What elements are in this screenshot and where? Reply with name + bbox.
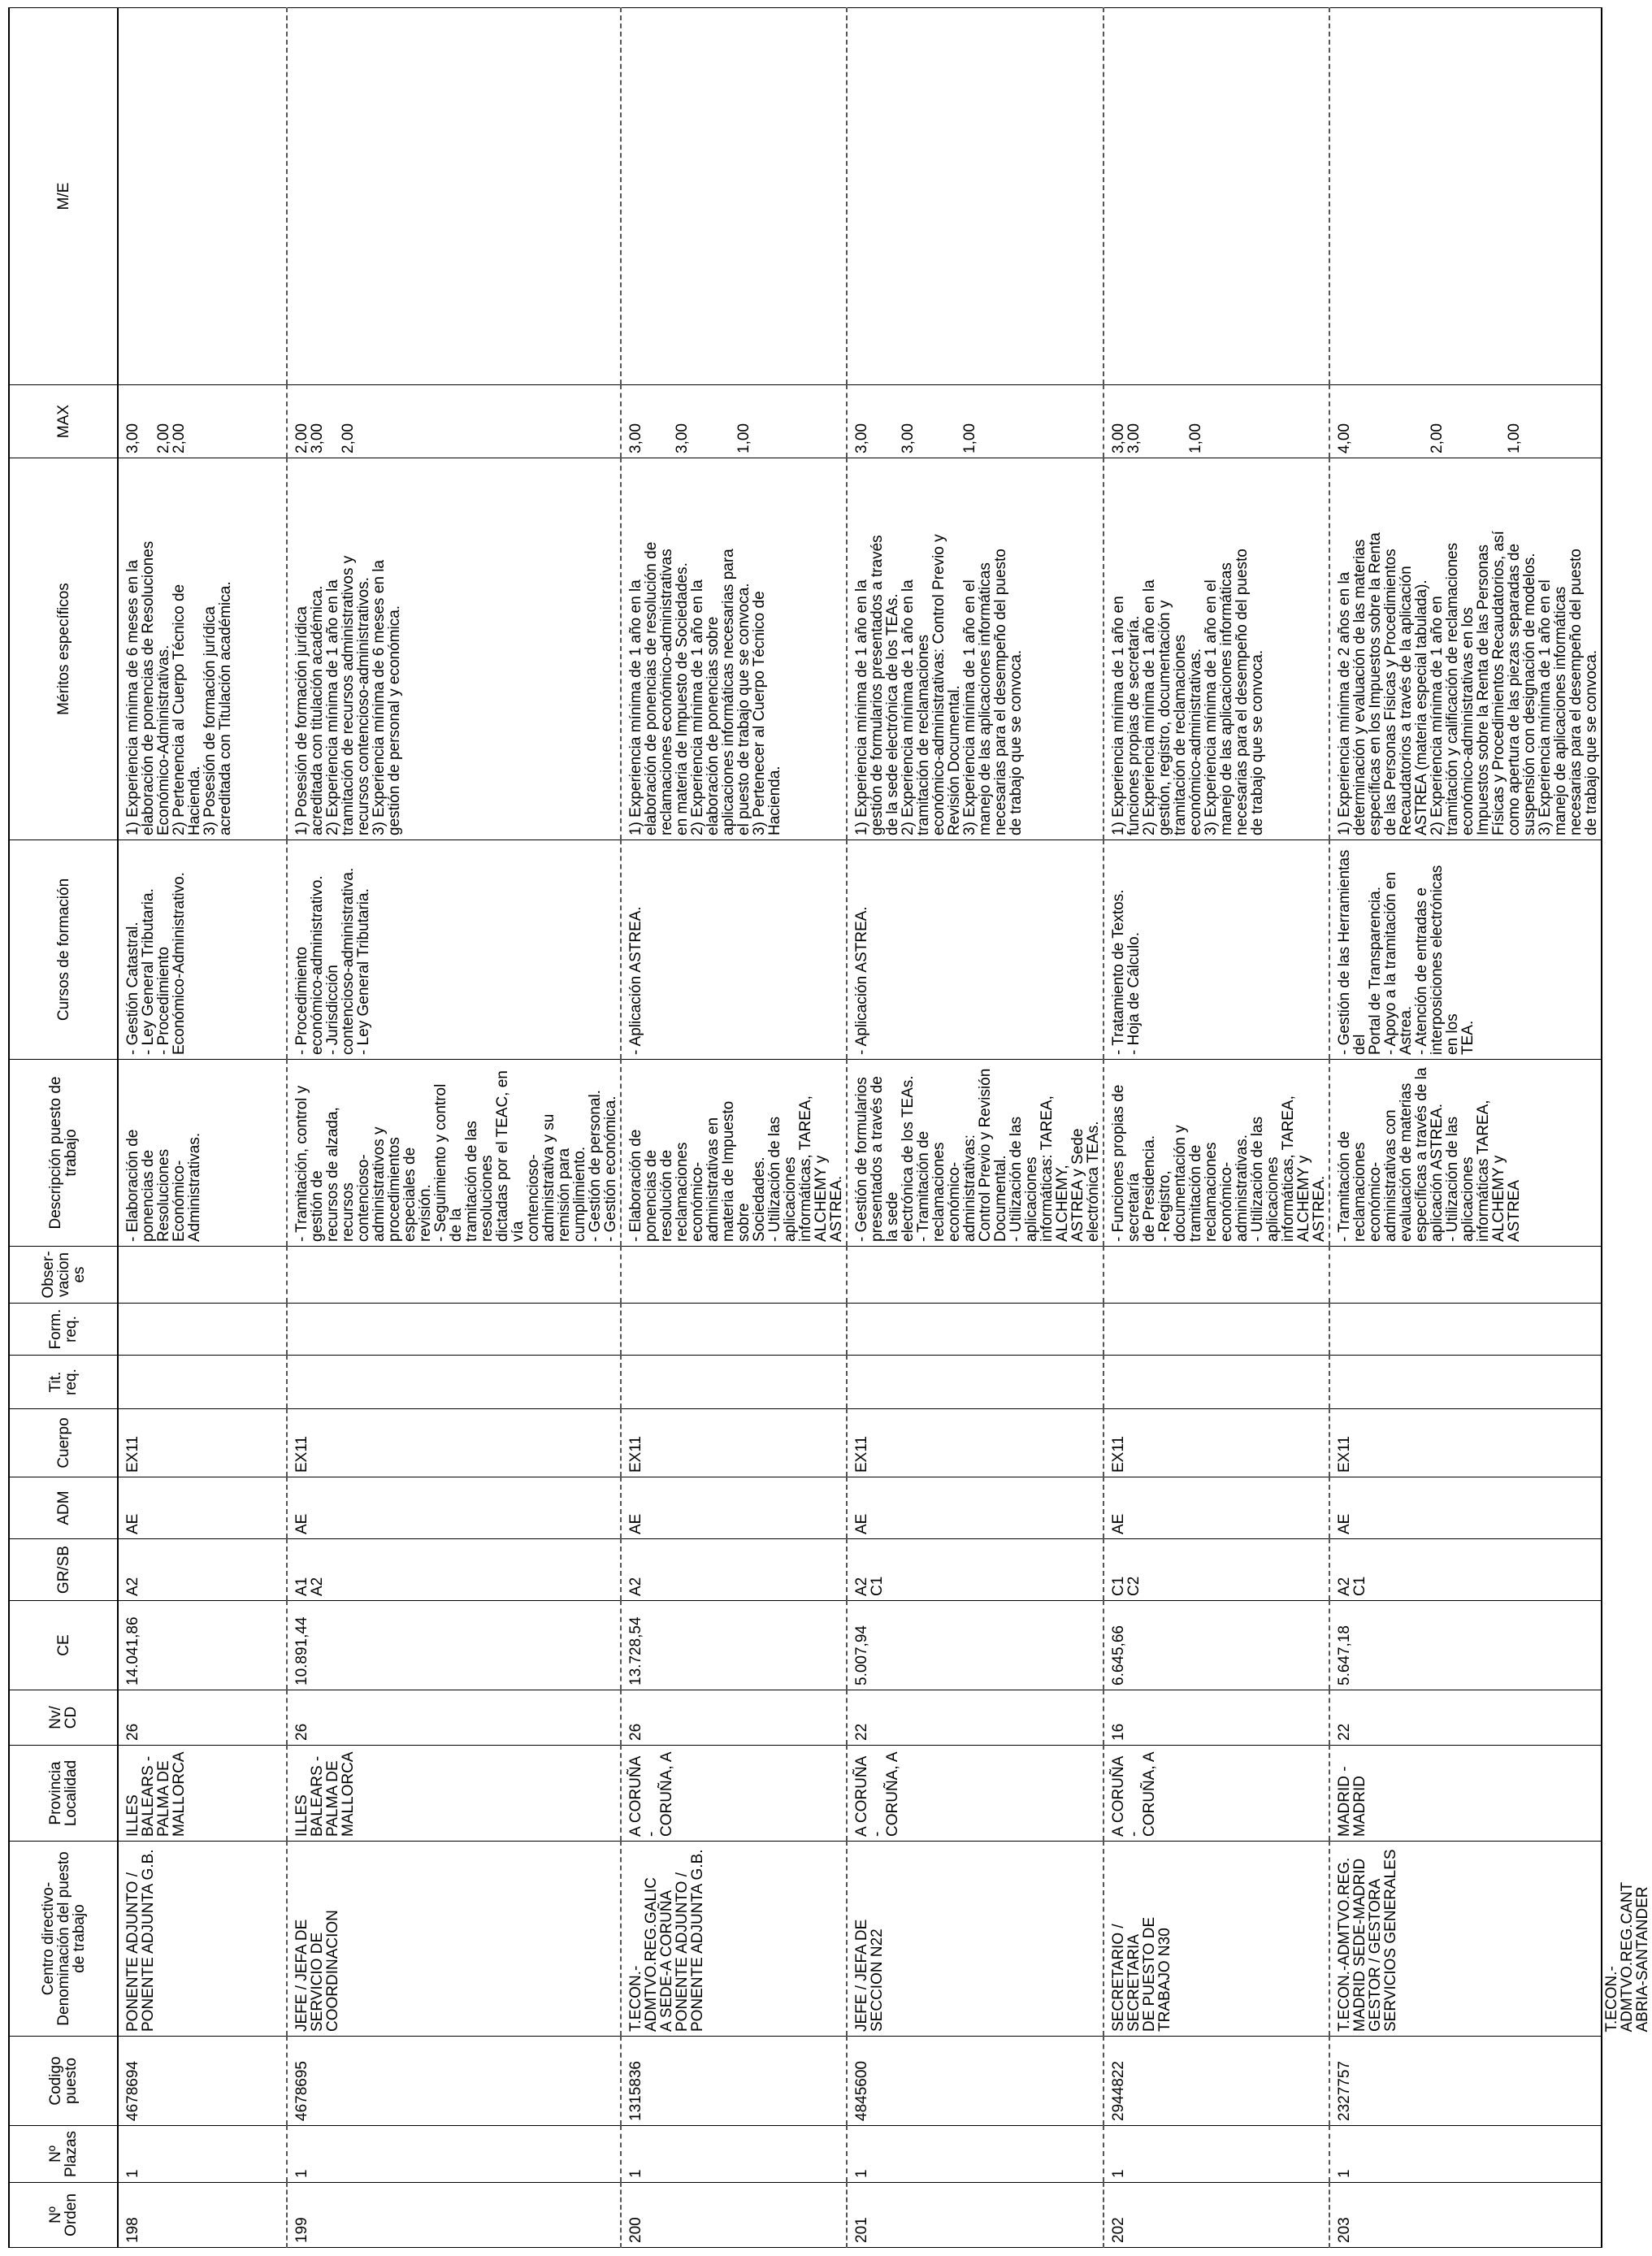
- max-value: 3,00: [627, 423, 644, 453]
- header-adm: ADM: [9, 1477, 118, 1539]
- header-cuerpo: Cuerpo: [9, 1409, 118, 1477]
- meritos-cell: 1) Experiencia mínima de 1 año en la gestión de formularios presentados a través de la sede electrónica de los TEAs. 2) Experiencia mínima de 1 año en la tramitación de reclamaciones económico-administrativas: Control Previo y Revisión Documental. 3) Experiencia mínima de 1 año en el manejo de las aplicaciones informáticas necesarias para el desempeño del puesto de trabajo que se convoca.: [847, 458, 1104, 840]
- orden-cell: 203: [1329, 2183, 1602, 2248]
- ce-cell: 5.007,94: [847, 1601, 1104, 1690]
- ce-cell: 14.041,86: [118, 1601, 287, 1690]
- me-cell: [621, 8, 847, 385]
- descripcion-cell: - Tramitación, control y gestión de recursos de alzada, recursos contencioso-administrativos y procedimientos especiales de revisión. - Seguimiento y control de la tramitación de las resoluciones dictadas por el TEAC, en vía contencioso-administrativa y su remisión para cumplimiento. - Gestión de personal. - Gestión económica.: [287, 1060, 621, 1247]
- header-formacion: Form. req.: [9, 1304, 118, 1356]
- max-value: 1,00: [735, 423, 752, 453]
- max-value: 3,00: [853, 423, 870, 453]
- positions-table-body: [118, 8, 1652, 2248]
- max-value: 3,00: [1125, 423, 1143, 453]
- observaciones-cell: [287, 1247, 621, 1304]
- orden-cell: 198: [118, 2183, 287, 2248]
- plazas-cell: 1: [847, 2126, 1104, 2183]
- cursos-cell: - Aplicación ASTREA.: [847, 840, 1104, 1060]
- cuerpo-cell: EX11: [621, 1409, 847, 1477]
- titulacion-cell: [1329, 1356, 1602, 1409]
- orden-cell: 201: [847, 2183, 1104, 2248]
- titulacion-cell: [118, 1356, 287, 1409]
- orden-cell: 202: [1104, 2183, 1329, 2248]
- formacion-cell: [118, 1304, 287, 1356]
- denominacion-text: JEFE / JEFA DE SECCION N22: [853, 1919, 886, 2032]
- orden-cell: 200: [621, 2183, 847, 2248]
- empty-cell: [1602, 1539, 1652, 1601]
- provincia-cell: MADRID - MADRID: [1329, 1746, 1602, 1842]
- empty-cell: [1602, 385, 1652, 458]
- provincia-cell: A CORUÑA - CORUÑA, A: [621, 1746, 847, 1842]
- observaciones-cell: [1329, 1247, 1602, 1304]
- formacion-cell: [287, 1304, 621, 1356]
- codigo-cell: 4678695: [287, 2037, 621, 2126]
- empty-cell: [1602, 8, 1652, 385]
- header-provincia: Provincia Localidad: [9, 1746, 118, 1842]
- observaciones-cell: [621, 1247, 847, 1304]
- header-cursos: Cursos de formación: [9, 840, 118, 1060]
- plazas-cell: 1: [621, 2126, 847, 2183]
- header-centro: Centro directivo- Denominación del puesto de trabajo: [9, 1842, 118, 2037]
- codigo-cell: 2327757: [1329, 2037, 1602, 2126]
- table-row: [847, 8, 1104, 2248]
- nivel-cell: 26: [621, 1690, 847, 1746]
- denominacion-text: PONENTE ADJUNTO / PONENTE ADJUNTA G.B.: [124, 1849, 157, 2032]
- cursos-cell: - Gestión Catastral. - Ley General Tributaria. - Procedimiento Económico-Administrativo.: [118, 840, 287, 1060]
- cuerpo-cell: EX11: [287, 1409, 621, 1477]
- formacion-cell: [621, 1304, 847, 1356]
- descripcion-cell: - Elaboración de ponencias de resolución de reclamaciones económico-administrativas en materia de Impuesto sobre Sociedades. - Utilización de las aplicaciones informáticas, TAREA, ALCHEMY y ASTREA.: [621, 1060, 847, 1247]
- table-row: [287, 8, 621, 2248]
- grupo-cell: A2: [621, 1539, 847, 1601]
- titulacion-cell: [287, 1356, 621, 1409]
- trailing-row: [1602, 8, 1652, 2248]
- max-value: 4,00: [1336, 423, 1353, 453]
- observaciones-cell: [118, 1247, 287, 1304]
- centro-cell: [1104, 1842, 1329, 2037]
- header-titulacion: Tit. req.: [9, 1356, 118, 1409]
- max-value: 1,00: [961, 423, 978, 453]
- denominacion-text: GESTOR / GESTORA SERVICIOS GENERALES: [1367, 1849, 1399, 2032]
- max-cell: [287, 385, 621, 458]
- formacion-cell: [847, 1304, 1104, 1356]
- centro-cell: [118, 1842, 287, 2037]
- plazas-cell: 1: [118, 2126, 287, 2183]
- cuerpo-cell: EX11: [847, 1409, 1104, 1477]
- empty-cell: [1602, 1477, 1652, 1539]
- max-value: 1,00: [1506, 423, 1523, 453]
- me-cell: [847, 8, 1104, 385]
- ce-cell: 6.645,66: [1104, 1601, 1329, 1690]
- grupo-cell: A2 C1: [847, 1539, 1104, 1601]
- empty-cell: [1602, 1690, 1652, 1746]
- max-cell: [118, 385, 287, 458]
- positions-table: [8, 7, 1652, 2248]
- titulacion-cell: [847, 1356, 1104, 1409]
- codigo-cell: 4678694: [118, 2037, 287, 2126]
- cursos-cell: - Aplicación ASTREA.: [621, 840, 847, 1060]
- table-row: [118, 8, 287, 2248]
- max-value: 1,00: [1187, 423, 1204, 453]
- max-cell: [621, 385, 847, 458]
- meritos-cell: 1) Experiencia mínima de 1 año en la elaboración de ponencias de resolución de reclamaciones económico-administrativas en materia de Impuesto de Sociedades. 2) Experiencia mínima de 1 año en la elaboración de ponencias sobre aplicaciones informáticas necesarias para el puesto de trabajo que se convoca. 3) Pertenecer al Cuerpo Técnico de Hacienda.: [621, 458, 847, 840]
- nivel-cell: 26: [118, 1690, 287, 1746]
- empty-cell: [1602, 1746, 1652, 1842]
- max-cell: [847, 385, 1104, 458]
- empty-cell: [1602, 2183, 1652, 2248]
- adm-cell: AE: [1104, 1477, 1329, 1539]
- me-cell: [287, 8, 621, 385]
- empty-cell: [1602, 1601, 1652, 1690]
- cuerpo-cell: EX11: [1104, 1409, 1329, 1477]
- empty-cell: [1602, 458, 1652, 840]
- descripcion-cell: - Funciones propias de secretaría de Presidencia. - Registro, documentación y tramitación de reclamaciones económico-administrativas. - Utilización de las aplicaciones informáticas, TAREA, ALCHEMY y ASTREA.: [1104, 1060, 1329, 1247]
- empty-cell: [1602, 1356, 1652, 1409]
- denominacion-text: JEFE / JEFA DE SERVICIO DE COORDINACION: [293, 1910, 341, 2032]
- empty-cell: [1602, 2037, 1652, 2126]
- header-descripcion: Descripción puesto de trabajo: [9, 1060, 118, 1247]
- header-me: M/E: [9, 8, 118, 385]
- nivel-cell: 22: [847, 1690, 1104, 1746]
- codigo-cell: 1315836: [621, 2037, 847, 2126]
- header-grupo: GR/SB: [9, 1539, 118, 1601]
- header-plazas: Nº Plazas: [9, 2126, 118, 2183]
- cursos-cell: - Gestión de las Herramientas del Portal de Transparencia. - Apoyo a la tramitación en Astrea. - Atención de entradas e interposiciones electrónicas en los TEA.: [1329, 840, 1602, 1060]
- descripcion-cell: - Tramitación de reclamaciones económico-administrativas con evaluación de materias específicas a través de la aplicación ASTREA. - Utilización de las aplicaciones informáticas TAREA, ALCHEMY y ASTREA: [1329, 1060, 1602, 1247]
- header-row: [9, 8, 118, 2248]
- provincia-cell: A CORUÑA - CORUÑA, A: [847, 1746, 1104, 1842]
- plazas-cell: 1: [1329, 2126, 1602, 2183]
- header-max: MAX: [9, 385, 118, 458]
- max-value: 2,00: [1429, 423, 1446, 453]
- grupo-cell: C1 C2: [1104, 1539, 1329, 1601]
- provincia-cell: ILLES BALEARS - PALMA DE MALLORCA: [287, 1746, 621, 1842]
- empty-cell: [1602, 1060, 1652, 1247]
- meritos-cell: 1) Posesión de formación jurídica acreditada con titulación académica. 2) Experiencia mínima de 1 año en la tramitación de recursos administrativos y recursos contencioso-administrativos. 3) Experiencia mínima de 6 meses en la gestión de personal y económica.: [287, 458, 621, 840]
- nivel-cell: 16: [1104, 1690, 1329, 1746]
- header-nivel: Nv/ CD: [9, 1690, 118, 1746]
- descripcion-cell: - Gestión de formularios presentados a través de la sede electrónica de los TEAs. - Tramitación de reclamaciones económico-administrativas: Control Previo y Revisión Documental. - Utilización de las aplicaciones informáticas: TAREA, ALCHEMY, ASTREA y Sede electrónica TEAs.: [847, 1060, 1104, 1247]
- centro-cell: [621, 1842, 847, 2037]
- cuerpo-cell: EX11: [1329, 1409, 1602, 1477]
- adm-cell: AE: [621, 1477, 847, 1539]
- adm-cell: AE: [287, 1477, 621, 1539]
- meritos-cell: 1) Experiencia mínima de 2 años en la determinación y evaluación de las materias específicas en los Impuestos sobre la Renta de las Personas Físicas y Procedimientos Recaudatorios a través de la aplicación ASTREA (materia especial tabulada). 2) Experiencia mínima de 1 año en tramitación y calificación de reclamaciones económico-administrativas en los Impuestos sobre la Renta de las Personas Físicas y Procedimientos Recaudatorios, así como apertura de las piezas separadas de suspensión con designación de modelos. 3) Experiencia mínima de 1 año en el manejo de aplicaciones informáticas necesarias para el desempeño del puesto de trabajo que se convoca.: [1329, 458, 1602, 840]
- max-value: 2,00: [155, 423, 172, 453]
- header-meritos: Méritos específicos: [9, 458, 118, 840]
- cursos-cell: - Procedimiento económico-administrativo. - Jurisdicción contencioso-administrativa. - Ley General Tributaria.: [287, 840, 621, 1060]
- max-value: 3,00: [124, 423, 141, 453]
- nivel-cell: 26: [287, 1690, 621, 1746]
- empty-cell: [1602, 2126, 1652, 2183]
- ce-cell: 13.728,54: [621, 1601, 847, 1690]
- codigo-cell: 2944822: [1104, 2037, 1329, 2126]
- max-value: 3,00: [309, 423, 326, 453]
- centro-cell: [287, 1842, 621, 2037]
- titulacion-cell: [1104, 1356, 1329, 1409]
- plazas-cell: 1: [1104, 2126, 1329, 2183]
- max-value: 2,00: [293, 423, 310, 453]
- denominacion-text: SECRETARIO / SECRETARIA DE PUESTO DE TRABAJO N30: [1110, 1916, 1173, 2032]
- codigo-cell: 4845600: [847, 2037, 1104, 2126]
- table-row: [621, 8, 847, 2248]
- denominacion-text: PONENTE ADJUNTO / PONENTE ADJUNTA G.B.: [674, 1849, 706, 2032]
- plazas-cell: 1: [287, 2126, 621, 2183]
- table-row: [1329, 8, 1602, 2248]
- max-value: 2,00: [340, 423, 357, 453]
- ce-cell: 5.647,18: [1329, 1601, 1602, 1690]
- empty-cell: [1602, 1304, 1652, 1356]
- observaciones-cell: [847, 1247, 1104, 1304]
- max-value: 3,00: [1110, 423, 1127, 453]
- empty-cell: [1602, 1247, 1652, 1304]
- header-codigo: Codigo puesto: [9, 2037, 118, 2126]
- observaciones-cell: [1104, 1247, 1329, 1304]
- max-cell: [1104, 385, 1329, 458]
- centro-directivo-header: T.ECON.-ADMTVO.REG.GALIC A SEDE-A CORUÑA: [627, 1876, 675, 2032]
- max-cell: [1329, 385, 1602, 458]
- empty-cell: [1602, 1409, 1652, 1477]
- max-value: 3,00: [900, 423, 917, 453]
- descripcion-cell: - Elaboración de ponencias de Resoluciones Económico-Administrativas.: [118, 1060, 287, 1247]
- me-cell: [1104, 8, 1329, 385]
- header-orden: Nº Orden: [9, 2183, 118, 2248]
- orden-cell: 199: [287, 2183, 621, 2248]
- nivel-cell: 22: [1329, 1690, 1602, 1746]
- provincia-cell: A CORUÑA - CORUÑA, A: [1104, 1746, 1329, 1842]
- meritos-cell: 1) Experiencia mínima de 6 meses en la elaboración de ponencias de Resoluciones Económico-Administrativas. 2) Pertenencia al Cuerpo Técnico de Hacienda. 3) Posesión de formación jurídica acreditada con Titulación académica.: [118, 458, 287, 840]
- centro-directivo-header: T.ECON.-ADMTVO.REG. MADRID SEDE-MADRID: [1336, 1857, 1368, 2032]
- centro-directivo-header: T.ECON.-ADMTVO.REG.CANT ABRIA-SANTANDER: [1603, 1881, 1651, 2033]
- provincia-cell: ILLES BALEARS - PALMA DE MALLORCA: [118, 1746, 287, 1842]
- header-ce: CE: [9, 1601, 118, 1690]
- grupo-cell: A1 A2: [287, 1539, 621, 1601]
- me-cell: [1329, 8, 1602, 385]
- cuerpo-cell: EX11: [118, 1409, 287, 1477]
- centro-cell: [847, 1842, 1104, 2037]
- me-cell: [118, 8, 287, 385]
- ce-cell: 10.891,44: [287, 1601, 621, 1690]
- max-value: 3,00: [674, 423, 691, 453]
- meritos-cell: 1) Experiencia mínima de 1 año en funciones propias de secretaría. 2) Experiencia mínima de 1 año en la gestión, registro, documentación y tramitación de reclamaciones económico-administrativas. 3) Experiencia mínima de 1 año en el manejo de las aplicaciones informáticas necesarias para el desempeño del puesto de trabajo que se convoca.: [1104, 458, 1329, 840]
- cursos-cell: - Tratamiento de Textos. - Hoja de Cálculo.: [1104, 840, 1329, 1060]
- titulacion-cell: [621, 1356, 847, 1409]
- centro-cell: [1329, 1842, 1602, 2037]
- empty-cell: [1602, 840, 1652, 1060]
- grupo-cell: A2 C1: [1329, 1539, 1602, 1601]
- adm-cell: AE: [1329, 1477, 1602, 1539]
- header-observaciones: Obser- vaciones: [9, 1247, 118, 1304]
- adm-cell: AE: [847, 1477, 1104, 1539]
- table-row: [1104, 8, 1329, 2248]
- formacion-cell: [1104, 1304, 1329, 1356]
- max-value: 2,00: [171, 423, 188, 453]
- formacion-cell: [1329, 1304, 1602, 1356]
- adm-cell: AE: [118, 1477, 287, 1539]
- grupo-cell: A2: [118, 1539, 287, 1601]
